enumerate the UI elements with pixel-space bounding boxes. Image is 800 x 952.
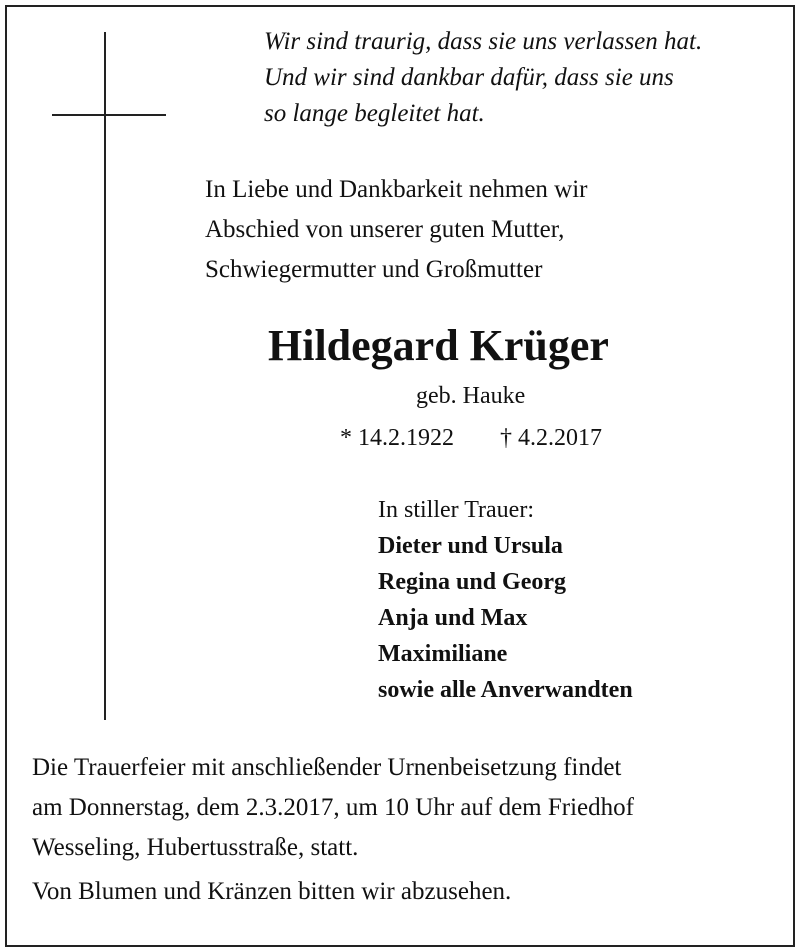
mourners-block (378, 492, 633, 708)
verse-line: so lange begleitet hat. (264, 100, 485, 127)
deceased-name: Hildegard Krüger (268, 321, 609, 370)
ceremony-line: Wesseling, Hubertusstraße, statt. (32, 834, 359, 861)
birth-date: * 14.2.1922 (340, 425, 454, 451)
intro-line: Schwiegermutter und Großmutter (205, 256, 543, 283)
cross-icon-vertical-bar (104, 32, 106, 720)
ceremony-info (32, 748, 634, 868)
verse-line: Und wir sind dankbar dafür, dass sie uns (264, 64, 674, 91)
mourners-heading: In stiller Trauer: (378, 497, 534, 523)
cross-icon-horizontal-bar (52, 114, 166, 116)
intro-text (205, 170, 588, 290)
flowers-note: Von Blumen und Kränzen bitten wir abzusehen. (32, 878, 512, 905)
life-dates (340, 420, 602, 456)
intro-line: Abschied von unserer guten Mutter, (205, 216, 565, 243)
ceremony-line: Die Trauerfeier mit anschließender Urnenbeisetzung findet (32, 754, 622, 781)
mourner-name: Regina und Georg (378, 569, 567, 595)
verse-line: Wir sind traurig, dass sie uns verlassen hat. (264, 28, 703, 55)
verse-block (264, 24, 702, 132)
mourner-name: sowie alle Anverwandten (378, 677, 633, 703)
birth-name: geb. Hauke (416, 383, 526, 409)
death-date: † 4.2.2017 (500, 425, 602, 451)
intro-line: In Liebe und Dankbarkeit nehmen wir (205, 176, 588, 203)
mourner-name: Anja und Max (378, 605, 528, 631)
ceremony-line: am Donnerstag, dem 2.3.2017, um 10 Uhr auf dem Friedhof (32, 794, 634, 821)
mourner-name: Maximiliane (378, 641, 508, 667)
mourner-name: Dieter und Ursula (378, 533, 563, 559)
